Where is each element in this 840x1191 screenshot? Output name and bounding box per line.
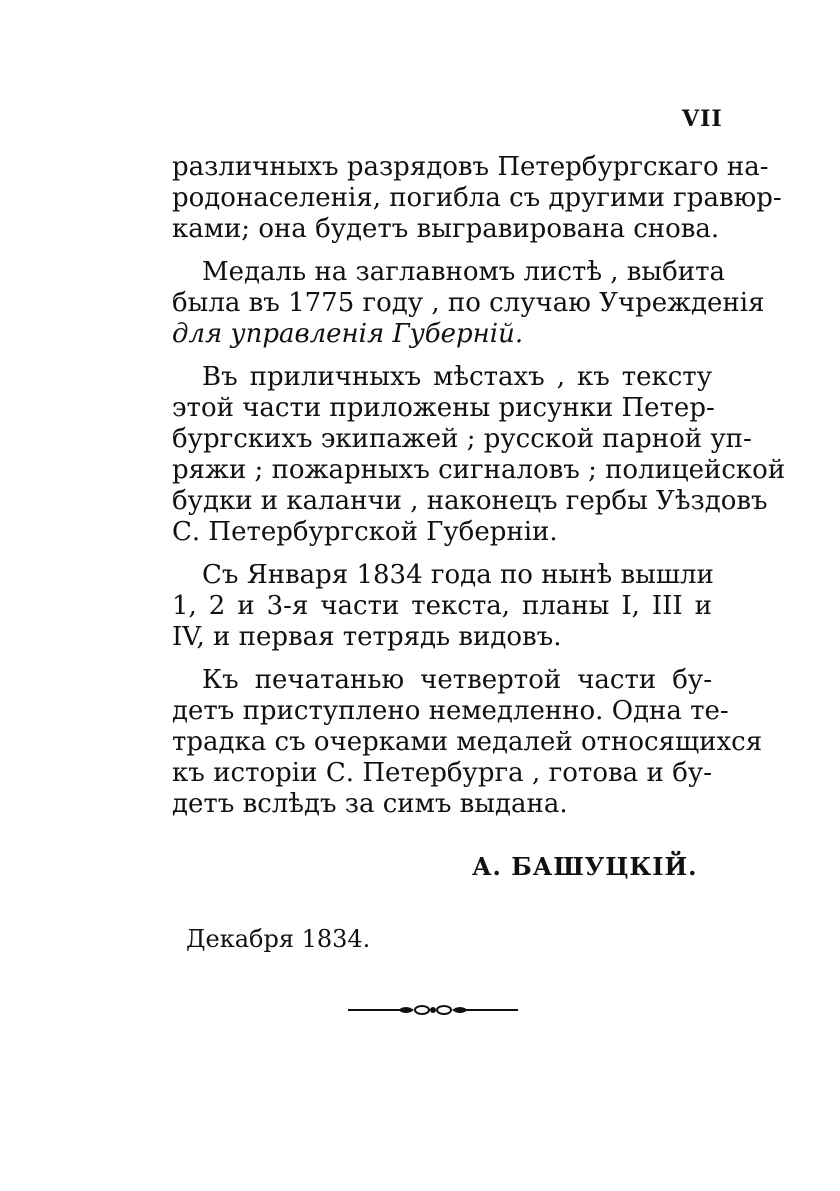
text-line: будки и каланчи , наконецъ гербы Уѣздовъ bbox=[172, 486, 768, 516]
text-line: родонаселенія, погибла съ другими гравюр- bbox=[172, 183, 782, 213]
text-line: традка съ очерками медалей относящихся bbox=[172, 727, 763, 757]
text-line: ками; она будетъ выгравирована снова. bbox=[172, 214, 720, 244]
text-line: детъ вслѣдъ за симъ выдана. bbox=[172, 789, 568, 819]
text-line: детъ приступлено немедленно. Одна те- bbox=[172, 696, 729, 726]
paragraph bbox=[172, 362, 786, 548]
paragraph bbox=[172, 152, 782, 245]
paragraph bbox=[172, 560, 712, 653]
text-line: для управленія Губерній. bbox=[172, 319, 524, 349]
text-line: различныхъ разрядовъ Петербургскаго на- bbox=[172, 152, 769, 182]
paragraph bbox=[172, 665, 763, 820]
text-line: къ исторіи С. Петербурга , готова и бу- bbox=[172, 758, 712, 788]
text-line: Къ печатанью четвертой части бу- bbox=[202, 665, 712, 695]
text-line: этой части приложены рисунки Петер- bbox=[172, 393, 715, 423]
author-signature: А. БАШУЦКІЙ. bbox=[472, 852, 698, 881]
text-line: Съ Января 1834 года по нынѣ вышли bbox=[202, 560, 714, 590]
text-line: IV, и первая тетрядь видовъ. bbox=[172, 622, 562, 652]
text-line: С. Петербургской Губерніи. bbox=[172, 517, 558, 547]
text-line: 1, 2 и 3-я части текста, планы I, III и bbox=[172, 591, 712, 621]
date-line: Декабря 1834. bbox=[186, 925, 371, 953]
body-text bbox=[172, 152, 786, 820]
text-line: Медаль на заглавномъ листѣ , выбита bbox=[202, 257, 725, 287]
text-line: Въ приличныхъ мѣстахъ , къ тексту bbox=[202, 362, 712, 392]
text-line: ряжи ; пожарныхъ сигналовъ ; полицейской bbox=[172, 455, 786, 485]
paragraph bbox=[172, 257, 765, 350]
text-line: была въ 1775 году , по случаю Учрежденія bbox=[172, 288, 765, 318]
ornament-divider-icon bbox=[348, 1000, 518, 1020]
text-line: бургскихъ экипажей ; русской парной уп- bbox=[172, 424, 752, 454]
page-number: VII bbox=[682, 106, 723, 132]
